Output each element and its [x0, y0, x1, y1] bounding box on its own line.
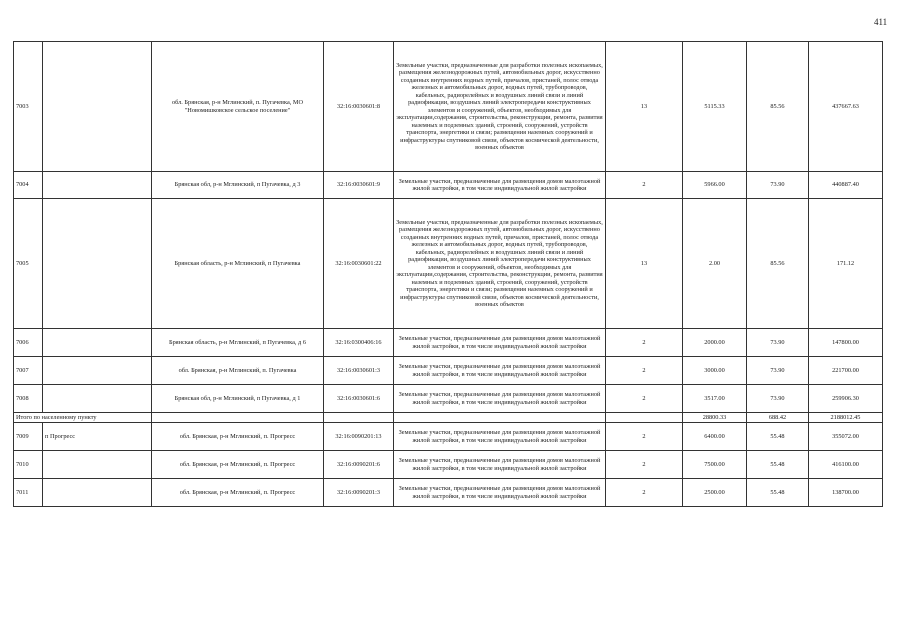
cell-settlement [43, 451, 152, 479]
cell-group: 2 [606, 385, 683, 413]
cell-group: 13 [606, 199, 683, 329]
cell-area: 3517.00 [683, 385, 747, 413]
cell-area: 7500.00 [683, 451, 747, 479]
table-row [14, 385, 883, 413]
cell-area: 5115.33 [683, 42, 747, 172]
cell-address: Брянская обл, р-н Мглинский, п Пугачевка, д 1 [152, 385, 324, 413]
total-row [14, 413, 883, 423]
cell-specific-value: 73.90 [747, 357, 809, 385]
cell-number: 7003 [14, 42, 43, 172]
cell-settlement [43, 357, 152, 385]
cell-empty [606, 413, 683, 423]
table-row [14, 199, 883, 329]
cell-settlement [43, 479, 152, 507]
cell-empty [152, 413, 324, 423]
cell-cadastral-value: 221700.00 [809, 357, 883, 385]
cell-area: 5966.00 [683, 172, 747, 199]
cell-cadastral-value: 259906.30 [809, 385, 883, 413]
cell-cadastral-value: 355072.00 [809, 423, 883, 451]
cell-specific-value: 55.48 [747, 451, 809, 479]
cell-specific-value: 73.90 [747, 172, 809, 199]
table-row [14, 423, 883, 451]
cell-address: обл. Брянская, р-н Мглинский, п. Прогресс [152, 451, 324, 479]
cell-group: 2 [606, 451, 683, 479]
cell-area: 3000.00 [683, 357, 747, 385]
cell-specific-value: 85.56 [747, 42, 809, 172]
cell-cadastral-value: 171.12 [809, 199, 883, 329]
cell-land-use: Земельные участки, предназначенные для размещения домов малоэтажной жилой застройки, в том числе индивидуальной жилой застройки [394, 423, 606, 451]
cell-specific-value: 55.48 [747, 423, 809, 451]
cell-land-use: Земельные участки, предназначенные для размещения домов малоэтажной жилой застройки, в том числе индивидуальной жилой застройки [394, 451, 606, 479]
settlement-label: п Прогресс [43, 423, 152, 451]
table-row [14, 329, 883, 357]
cell-cadastral-number: 32:16:0030601:9 [324, 172, 394, 199]
cell-cadastral-number: 32:16:0030601:8 [324, 42, 394, 172]
cell-land-use: Земельные участки, предназначенные для размещения домов малоэтажной жилой застройки, в том числе индивидуальной жилой застройки [394, 385, 606, 413]
cell-settlement [43, 172, 152, 199]
cell-address: обл. Брянская, р-н Мглинский, п. Пугачевка [152, 357, 324, 385]
cell-area: 2000.00 [683, 329, 747, 357]
cell-cadastral-value: 437667.63 [809, 42, 883, 172]
page-number: 411 [874, 17, 888, 27]
cell-specific-value: 73.90 [747, 329, 809, 357]
cell-number: 7007 [14, 357, 43, 385]
cell-specific-value: 73.90 [747, 385, 809, 413]
total-area: 28800.33 [683, 413, 747, 423]
cell-group: 13 [606, 42, 683, 172]
cell-area: 2500.00 [683, 479, 747, 507]
cell-cadastral-number: 32:16:0090201:13 [324, 423, 394, 451]
cell-area: 2.00 [683, 199, 747, 329]
cell-cadastral-number: 32:16:0030601:22 [324, 199, 394, 329]
cell-address: обл. Брянская, р-н Мглинский, п. Пугачевка, МО "Новомишковское сельское поселение" [152, 42, 324, 172]
cell-number: 7004 [14, 172, 43, 199]
cell-empty [324, 413, 394, 423]
cell-number: 7006 [14, 329, 43, 357]
cell-cadastral-value: 416100.00 [809, 451, 883, 479]
cadastral-value-table [13, 41, 883, 507]
cell-cadastral-value: 440887.40 [809, 172, 883, 199]
cell-group: 2 [606, 357, 683, 385]
cell-settlement [43, 42, 152, 172]
cell-cadastral-number: 32:16:0030601:3 [324, 357, 394, 385]
table-row [14, 42, 883, 172]
cell-cadastral-value: 147800.00 [809, 329, 883, 357]
cell-land-use: Земельные участки, предназначенные для размещения домов малоэтажной жилой застройки, в том числе индивидуальной жилой застройки [394, 172, 606, 199]
cell-group: 2 [606, 479, 683, 507]
cell-specific-value: 55.48 [747, 479, 809, 507]
cell-address: обл. Брянская, р-н Мглинский, п. Прогресс [152, 479, 324, 507]
cell-address: Брянская область, р-н Мглинский, п Пугачевка, д 6 [152, 329, 324, 357]
cell-cadastral-value: 138700.00 [809, 479, 883, 507]
cell-area: 6400.00 [683, 423, 747, 451]
cell-address: Брянская область, р-н Мглинский, п Пугачевка [152, 199, 324, 329]
cell-group: 2 [606, 329, 683, 357]
cell-land-use: Земельные участки, предназначенные для размещения домов малоэтажной жилой застройки, в том числе индивидуальной жилой застройки [394, 357, 606, 385]
table-row [14, 357, 883, 385]
cell-land-use: Земельные участки, предназначенные для размещения домов малоэтажной жилой застройки, в том числе индивидуальной жилой застройки [394, 479, 606, 507]
cell-settlement [43, 329, 152, 357]
cell-land-use: Земельные участки, предназначенные для разработки полезных ископаемых, размещения железнодорожных путей, автомобильных дорог, искусственно созданных внутренних водных путей, причалов, пристаней, полос отвода железных и автомобильных дорог, водных путей, трубопроводов, кабельных, радиорелейных и воздушных линий связи и линий радиофикации, воздушных линий электропередачи конструктивных элементов и сооружений, объектов, необходимых для эксплуатации,содержания, строительства, реконструкции, ремонта, развития наземных и подземных зданий, строений, сооружений, устройств транспорта, энергетики и связи; размещения наземных сооружений и инфраструктуры спутниковой связи, объектов космической деятельности, военных объектов [394, 199, 606, 329]
cell-empty [394, 413, 606, 423]
cell-group: 2 [606, 172, 683, 199]
cell-land-use: Земельные участки, предназначенные для размещения домов малоэтажной жилой застройки, в том числе индивидуальной жилой застройки [394, 329, 606, 357]
total-label: Итого по населенному пункту [14, 413, 152, 423]
cell-settlement [43, 385, 152, 413]
cell-specific-value: 85.56 [747, 199, 809, 329]
table-body-top [14, 42, 883, 507]
cell-number: 7011 [14, 479, 43, 507]
cell-cadastral-number: 32:16:0300406:16 [324, 329, 394, 357]
cell-group: 2 [606, 423, 683, 451]
total-specific-value: 688.42 [747, 413, 809, 423]
cell-settlement [43, 199, 152, 329]
cell-address: обл. Брянская, р-н Мглинский, п. Прогресс [152, 423, 324, 451]
total-cadastral-value: 2188012.45 [809, 413, 883, 423]
cell-address: Брянская обл, р-н Мглинский, п Пугачевка, д 3 [152, 172, 324, 199]
cell-number: 7010 [14, 451, 43, 479]
cell-cadastral-number: 32:16:0090201:6 [324, 451, 394, 479]
cell-number: 7005 [14, 199, 43, 329]
cell-land-use: Земельные участки, предназначенные для разработки полезных ископаемых, размещения железнодорожных путей, автомобильных дорог, искусственно созданных внутренних водных путей, причалов, пристаней, полос отвода железных и автомобильных дорог, водных путей, трубопроводов, кабельных, радиорелейных и воздушных линий связи и линий радиофикации, воздушных линий электропередачи конструктивных элементов и сооружений, объектов, необходимых для эксплуатации,содержания, строительства, реконструкции, ремонта, развития наземных и подземных зданий, строений, сооружений, устройств транспорта, энергетики и связи; размещения наземных сооружений и инфраструктуры спутниковой связи, объектов космической деятельности, военных объектов [394, 42, 606, 172]
cell-cadastral-number: 32:16:0090201:3 [324, 479, 394, 507]
cell-cadastral-number: 32:16:0030601:6 [324, 385, 394, 413]
table-row [14, 451, 883, 479]
table-row [14, 479, 883, 507]
cell-number: 7009 [14, 423, 43, 451]
table-row [14, 172, 883, 199]
cell-number: 7008 [14, 385, 43, 413]
